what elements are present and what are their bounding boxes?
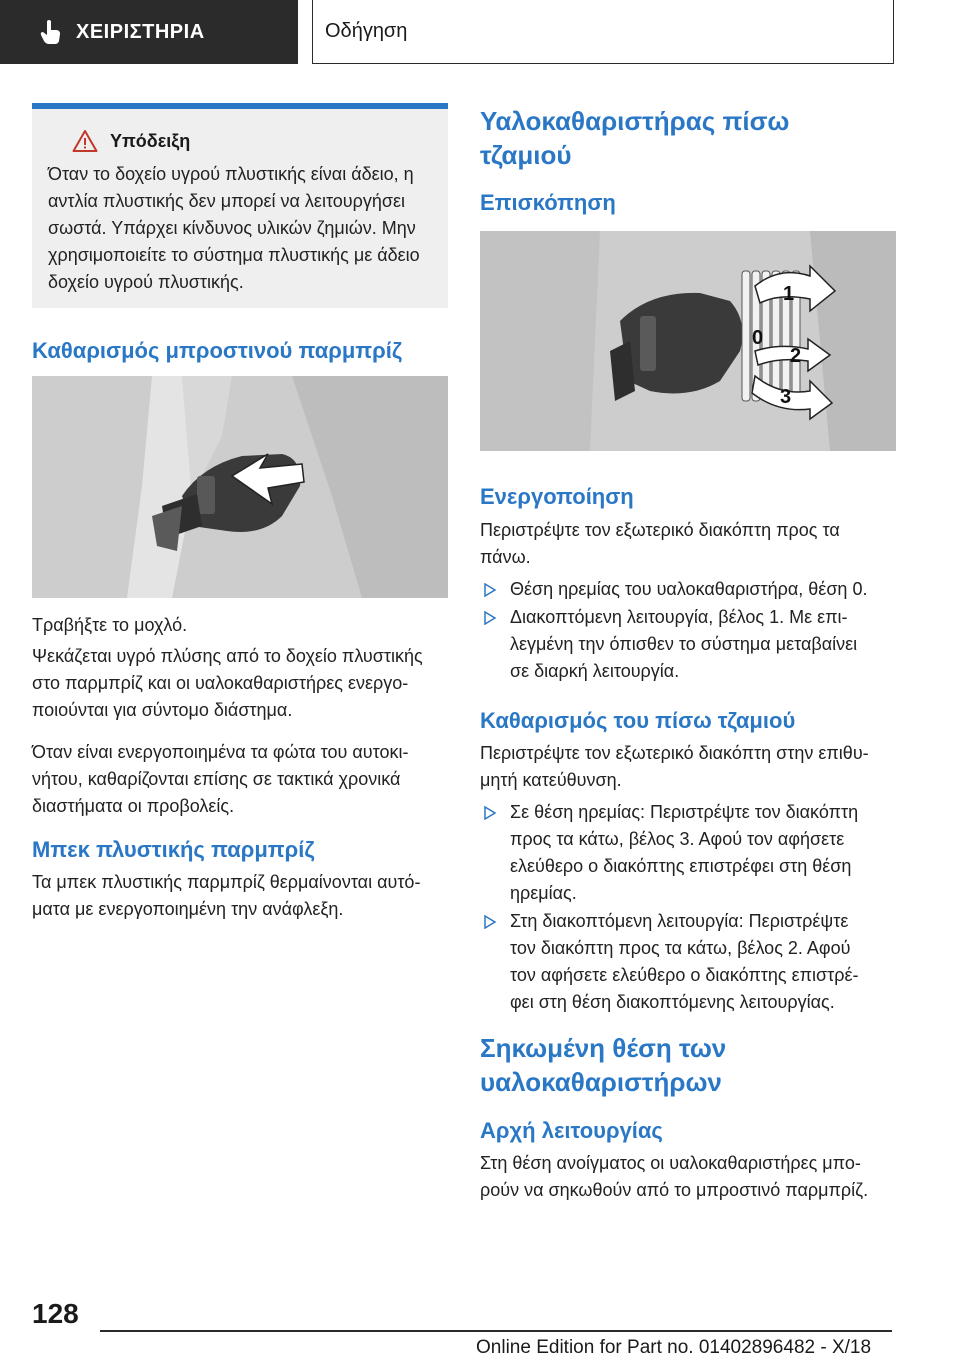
- principle-paragraph: [480, 1150, 896, 1204]
- headlights-paragraph: [32, 739, 448, 820]
- note-line: σωστά. Υπάρχει κίνδυνος υλικών ζημιών. Μην: [48, 218, 416, 238]
- rear-wiper-figure: [480, 231, 896, 451]
- activation-paragraph: [480, 517, 896, 571]
- arrow-label-3: 3: [780, 386, 792, 408]
- paragraph-line: Περιστρέψτε τον εξωτερικό διακόπτη προς τα: [480, 520, 840, 540]
- triangle-bullet-icon: [484, 806, 496, 820]
- chapter-tab[interactable]: [312, 0, 894, 64]
- paragraph-line: Στη θέση ανοίγματος οι υαλοκαθαριστήρες μπο-: [480, 1153, 861, 1173]
- paragraph-line: ματα με ενεργοποιημένη την ανάφλεξη.: [32, 899, 344, 919]
- cleaning-paragraph: [480, 740, 896, 794]
- heading-front-washing: Καθαρισμός μπροστινού παρμπρίζ: [32, 338, 402, 363]
- bullet-line: φει στη θέση διακοπτόμενης λειτουργίας.: [510, 992, 835, 1012]
- heading-rear-cleaning: Καθαρισμός του πίσω τζαμιού: [480, 708, 796, 733]
- heading-line: Σηκωμένη θέση των: [480, 1033, 727, 1063]
- front-washer-figure: [32, 376, 448, 598]
- heading-principle: Αρχή λειτουργίας: [480, 1118, 663, 1143]
- pull-lever-text: Τραβήξτε το μοχλό.: [32, 615, 188, 635]
- hand-pointer-icon: [40, 19, 62, 45]
- heading-washer-jets: Μπεκ πλυστικής παρμπρίζ: [32, 837, 315, 862]
- stalk-pull-illustration: [32, 376, 448, 598]
- heading-overview: Επισκόπηση: [480, 190, 616, 215]
- chapter-title: Οδήγηση: [325, 20, 408, 42]
- triangle-bullet-icon: [484, 611, 496, 625]
- footer-edition: Online Edition for Part no. 01402896482 - X/18: [476, 1337, 872, 1358]
- arrow-label-1: 1: [783, 283, 795, 305]
- paragraph-line: πάνω.: [480, 547, 531, 567]
- jets-paragraph: [32, 869, 448, 923]
- bullet-text: Θέση ηρεμίας του υαλοκαθαριστήρα, θέση 0.: [510, 579, 868, 599]
- warning-triangle-icon: [72, 129, 98, 153]
- bullet-line: Διακοπτόμενη λειτουργία, βέλος 1. Με επι-: [510, 607, 848, 627]
- heading-line: Υαλοκαθαριστήρας πίσω: [480, 106, 790, 136]
- heading-raised-position: [480, 1031, 896, 1099]
- footer-divider: [100, 1330, 892, 1332]
- note-title: Υπόδειξη: [110, 130, 191, 151]
- paragraph-line: Όταν είναι ενεργοποιημένα τα φώτα του αυτοκι-: [32, 742, 409, 762]
- bullet-line: ηρεμίας.: [510, 883, 577, 903]
- position-label-0: 0: [752, 327, 764, 349]
- section-header: [0, 0, 298, 64]
- paragraph-line: ποιούνται για σύντομο διάστημα.: [32, 700, 293, 720]
- heading-activation: Ενεργοποίηση: [480, 484, 634, 509]
- paragraph-line: μητή κατεύθυνση.: [480, 770, 622, 790]
- heading-line: υαλοκαθαριστήρων: [480, 1067, 722, 1097]
- paragraph-line: νήτου, καθαρίζονται επίσης σε τακτικά χρονικά: [32, 769, 401, 789]
- arrow-label-2: 2: [790, 345, 802, 367]
- note-header: [48, 129, 432, 153]
- bullet-line: τον διακόπτη προς τα κάτω, βέλος 2. Αφού: [510, 938, 851, 958]
- note-line: Όταν το δοχείο υγρού πλυστικής είναι άδειο, η: [48, 164, 414, 184]
- spray-paragraph: [32, 643, 448, 724]
- heading-line: τζαμιού: [480, 140, 572, 170]
- bullet-line: τον αφήσετε ελεύθερο ο διακόπτης επιστρέ-: [510, 965, 859, 985]
- heading-rear-wiper: [480, 104, 896, 172]
- paragraph-line: διαστήματα οι προβολείς.: [32, 796, 235, 816]
- paragraph-line: Τα μπεκ πλυστικής παρμπρίζ θερμαίνονται αυτό-: [32, 872, 421, 892]
- bullet-line: ελεύθερο ο διακόπτης επιστρέφει στη θέση: [510, 856, 852, 876]
- triangle-bullet-icon: [484, 583, 496, 597]
- bullet-item: [480, 799, 896, 907]
- bullet-item: [480, 604, 896, 685]
- rotary-switch-illustration: [480, 231, 896, 451]
- bullet-line: Στη διακοπτόμενη λειτουργία: Περιστρέψτε: [510, 911, 849, 931]
- bullet-item: [480, 908, 896, 1016]
- triangle-bullet-icon: [484, 915, 496, 929]
- page-number: 128: [32, 1298, 79, 1329]
- note-line: αντλία πλυστικής δεν μπορεί να λειτουργήσει: [48, 191, 406, 211]
- bullet-line: σε διαρκή λειτουργία.: [510, 661, 680, 681]
- note-box: [32, 103, 448, 308]
- note-line: δοχείο υγρού πλυστικής.: [48, 272, 244, 292]
- bullet-line: λεγμένη την όπισθεν το σύστημα μεταβαίνει: [510, 634, 858, 654]
- paragraph-line: ρούν να σηκωθούν από το μπροστινό παρμπρίζ.: [480, 1180, 869, 1200]
- bullet-line: Σε θέση ηρεμίας: Περιστρέψτε τον διακόπτη: [510, 802, 859, 822]
- section-title: ΧΕΙΡΙΣΤΗΡΙΑ: [76, 20, 205, 43]
- paragraph-line: Περιστρέψτε τον εξωτερικό διακόπτη στην επιθυ-: [480, 743, 869, 763]
- bullet-line: προς τα κάτω, βέλος 3. Αφού τον αφήσετε: [510, 829, 845, 849]
- paragraph-line: στο παρμπρίζ και οι υαλοκαθαριστήρες ενεργο-: [32, 673, 409, 693]
- note-line: χρησιμοποιείτε το σύστημα πλυστικής με άδειο: [48, 245, 420, 265]
- paragraph-line: Ψεκάζεται υγρό πλύσης από το δοχείο πλυστικής: [32, 646, 423, 666]
- bullet-item: [480, 576, 896, 603]
